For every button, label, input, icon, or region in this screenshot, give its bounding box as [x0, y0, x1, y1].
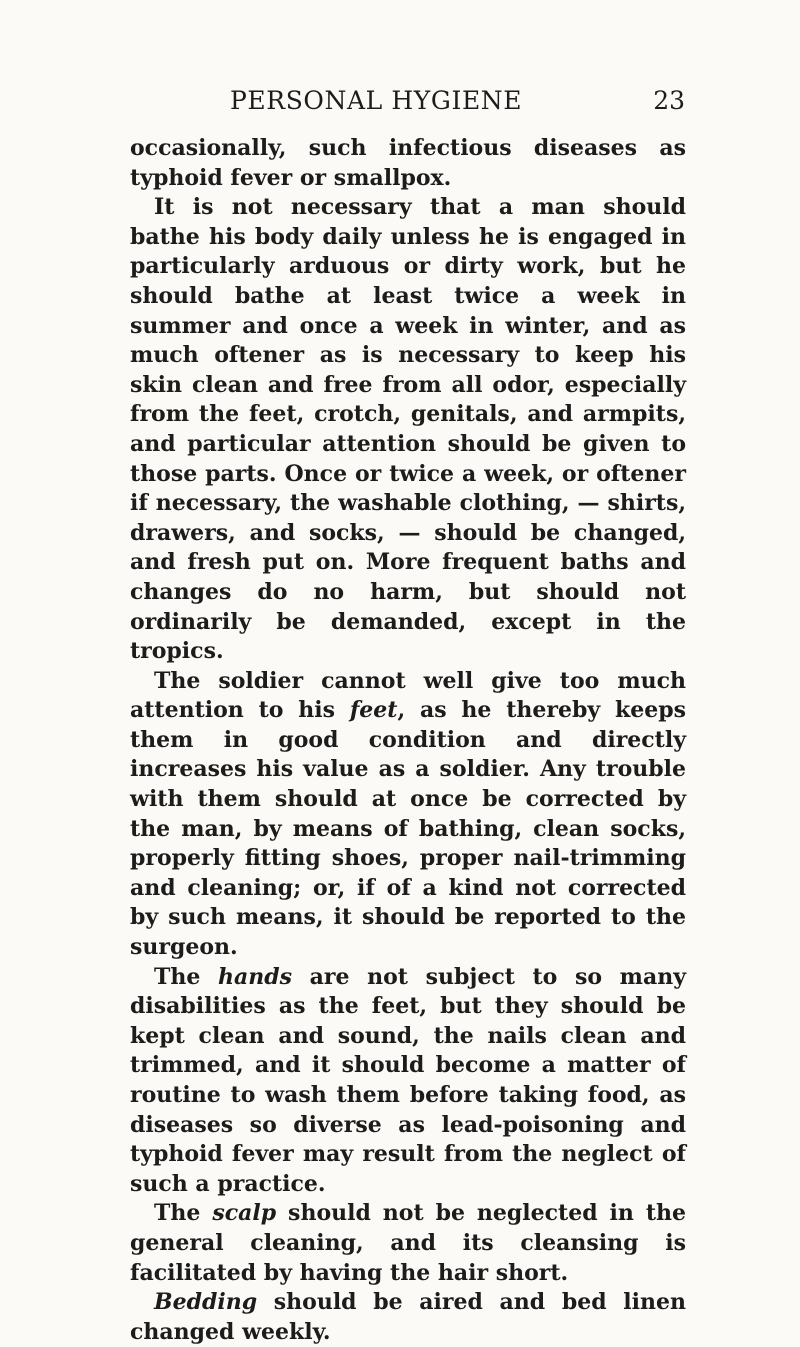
paragraph-text-before: The	[154, 1200, 213, 1227]
paragraph-continued	[130, 134, 686, 193]
paragraph-text-after: are not subject to so many disabilities as the feet, but they should be kept clean and sound, the nails clean and trimmed, and it should become a matter of routine to wash them before taking food, as diseases so diverse as lead-poisoning and typhoid fever may result from the neglect of such a practice.	[130, 963, 686, 1197]
page-number: 23	[653, 86, 685, 115]
paragraph-text-after: , as he thereby keeps them in good condition and directly increases his value as a soldier. Any trouble with them should at once be corrected by the man, by means of bathing, clean socks, properly fitting shoes, proper nail-trimming and cleaning; or, if of a kind not corrected by such means, it should be reported to the surgeon.	[130, 697, 687, 961]
body-text	[130, 134, 686, 1347]
paragraph-text-after: should be aired and bed linen changed weekly.	[130, 1289, 686, 1345]
running-head	[130, 86, 685, 120]
paragraph-text-before: The soldier cannot well give too much attention to his	[130, 667, 686, 724]
emphasis-term: Bedding	[154, 1289, 258, 1316]
paragraph-bedding	[130, 1288, 686, 1347]
paragraph-text: occasionally, such infectious diseases as typhoid fever or smallpox.	[130, 135, 686, 191]
paragraph-scalp	[130, 1199, 686, 1288]
paragraph-text-after: should not be neglected in the general cleaning, and its cleansing is facilitated by having the hair short.	[130, 1200, 686, 1286]
paragraph-text: It is not necessary that a man should bathe his body daily unless he is engaged in particularly arduous or dirty work, but he should bathe at least twice a week in summer and once a week in winter, and as much oftener as is necessary to keep his skin clean and free from all odor, especially from the feet, crotch, genitals, and armpits, and particular attention should be given to those parts. Once or twice a week, or oftener if necessary, the washable clothing, — shirts, drawers, and socks, — should be changed, and fresh put on. More frequent baths and changes do no harm, but should not ordinarily be demanded, except in the tropics.	[130, 194, 686, 665]
emphasis-term: hands	[218, 963, 293, 990]
paragraph-hands	[130, 963, 686, 1200]
paragraph-feet	[130, 667, 686, 963]
running-title: PERSONAL HYGIENE	[230, 86, 523, 115]
emphasis-term: feet	[349, 697, 398, 724]
paragraph-bathing	[130, 193, 686, 667]
paragraph-text-before: The	[154, 963, 218, 990]
emphasis-term: scalp	[212, 1200, 277, 1227]
